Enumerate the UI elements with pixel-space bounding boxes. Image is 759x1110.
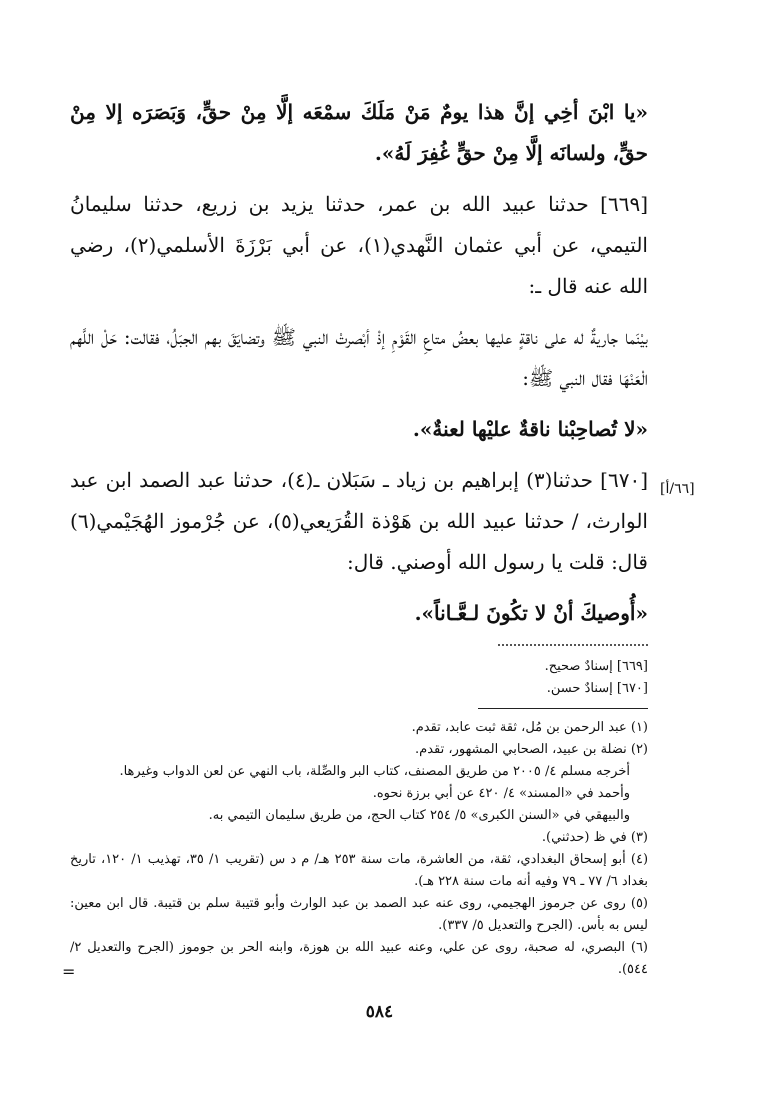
footnotes: [70, 717, 648, 981]
hadith-669-matn: بيْنَما جاريةٌ له على ناقةٍ عليها بعضُ متاعِ القَوْمِ إذْ أبْصرتْ النبي ﷺ وتضايَقَ بهم الجبَلُ، فقالت: حَلْ اللَّهم الْعَنْهَا فقال النبي ﷺ:: [70, 325, 648, 390]
footnote-3: (٣) في ظ (حدثني).: [541, 830, 648, 845]
manuscript-folio-marker: [٦٦/أ]: [660, 481, 695, 497]
footnote-2-takhrij-ahmad: وأحمد في «المسند» ٤/ ٤٢٠ عن أبي برزة نحوه.: [372, 786, 630, 801]
hadith-669-isnad: [٦٦٩] حدثنا عبيد الله بن عمر، حدثنا يزيد بن زريع، حدثنا سليمانُ التيمي، عن أبي عثمان النَّهدي(١)، عن أبي بَرْزَةَ الأسلمي(٢)، رضي الله عنه قال ـ:: [70, 192, 649, 298]
footnote-2-takhrij-bayhaqi: والبيهقي في «السنن الكبرى» ٥/ ٢٥٤ كتاب الحج، من طريق سليمان التيمي به.: [208, 808, 630, 823]
dotted-separator: [498, 644, 648, 646]
hadith-670-saying: «أُوصيكَ أنْ لا تكُونَ لـعَّـاناً».: [414, 601, 648, 625]
footnote-rule: [478, 708, 648, 709]
page-number: ٥٨٤: [365, 1002, 394, 1022]
footnote-1: (١) عبد الرحمن بن مُل، ثقة ثبت عابد، تقدم.: [411, 720, 648, 735]
isnad-grades: [70, 656, 648, 700]
grade-670: [٦٧٠] إسنادٌ حسن.: [546, 681, 648, 696]
main-text: [70, 92, 648, 634]
page-body: [70, 92, 648, 981]
footnote-5: (٥) روى عن جرموز الهجيمي، روى عنه عبد الصمد بن عبد الوارث وأبو قتيبة سلم بن قتيبة. قال ابن معين: ليس به بأس. (الجرح والتعديل ٥/ ٣٣٧).: [70, 896, 648, 933]
footnote-2-takhrij-muslim: أخرجه مسلم ٤/ ٢٠٠٥ من طريق المصنف، كتاب البر والصِّلة، باب النهي عن لعن الدواب وغيرها.: [119, 764, 630, 779]
hadith-669-saying: «لا تُصاحِبْنا ناقةٌ عليْها لعنةٌ».: [412, 417, 648, 441]
footnote-6: (٦) البصري، له صحبة، روى عن علي، وعنه عبيد الله بن هوزة، وابنه الحر بن جوموز (الجرح والتعديل ٢/ ٥٤٤).: [70, 940, 648, 977]
grade-669: [٦٦٩] إسنادٌ صحيح.: [544, 659, 648, 674]
hadith-text-continued: «يا ابْنَ أخِي إنَّ هذا يومٌ مَنْ مَلَكَ سمْعَه إلَّا مِنْ حقٍّ، وَبَصَرَه إلا مِنْ حقٍّ، ولسانَه إلَّا مِنْ حقٍّ غُفِرَ لَهُ».: [70, 100, 648, 165]
continuation-mark: =: [62, 962, 76, 981]
footnote-4: (٤) أبو إسحاق البغدادي، ثقة، من العاشرة، مات سنة ٢٥٣ هـ/ م د س (تقريب ١/ ٣٥، تهذيب ١/ ١٢٠، تاريخ بغداد ٦/ ٧٧ ـ ٧٩ وفيه أنه مات سنة ٢٢٨ هـ).: [70, 852, 649, 889]
hadith-670-isnad: [٦٧٠] حدثنا(٣) إبراهيم بن زياد ـ سَبَلان ـ(٤)، حدثنا عبد الصمد ابن عبد الوارث، / حدثنا عبيد الله بن هَوْذة القُرَيعي(٥)، عن جُرْموز الهُجَيْمي(٦) قال: قلت يا رسول الله أوصني. قال:: [70, 468, 648, 574]
footnote-2: (٢) نضلة بن عبيد، الصحابي المشهور، تقدم.: [415, 742, 648, 757]
